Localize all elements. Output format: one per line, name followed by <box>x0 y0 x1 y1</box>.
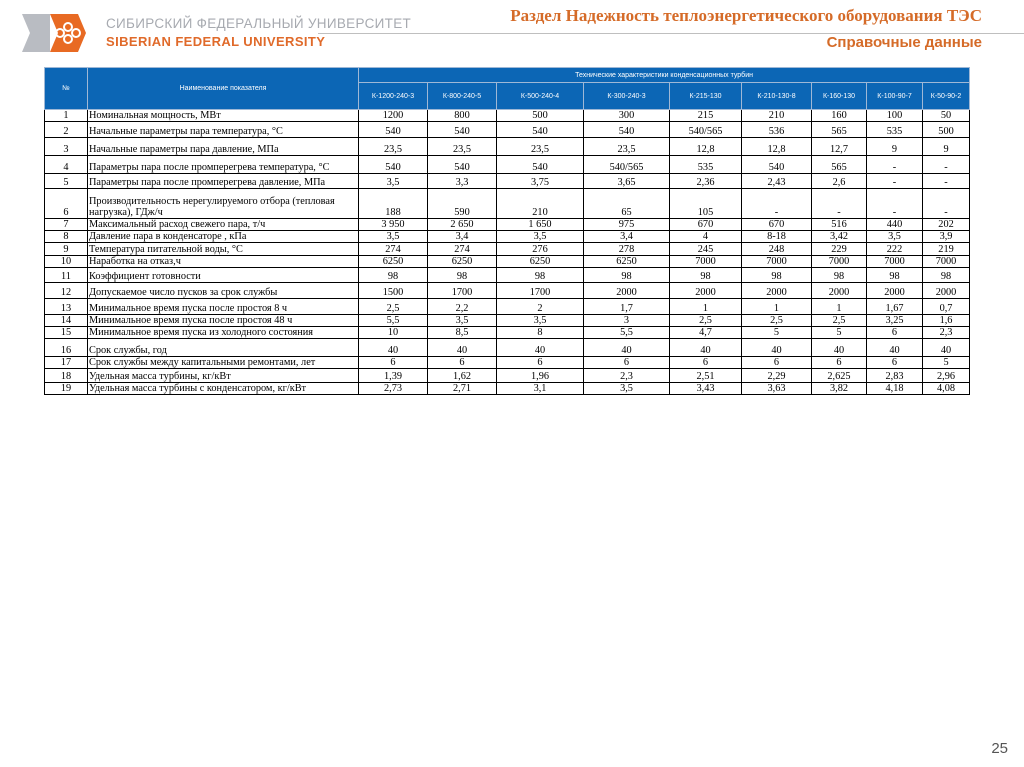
value-cell: 2 650 <box>428 219 497 231</box>
value-cell: 2,29 <box>742 369 812 383</box>
value-cell: 40 <box>923 339 970 357</box>
header-turbine: К-215-130 <box>670 83 742 110</box>
value-cell: 245 <box>670 243 742 256</box>
value-cell: 278 <box>584 243 670 256</box>
header-turbine: К-160-130 <box>812 83 867 110</box>
value-cell: 2000 <box>867 283 923 299</box>
value-cell: 8-18 <box>742 231 812 243</box>
value-cell: 500 <box>497 110 584 122</box>
value-cell: 3,25 <box>867 315 923 327</box>
value-cell: 12,7 <box>812 138 867 156</box>
value-cell: 98 <box>584 268 670 283</box>
value-cell: 50 <box>923 110 970 122</box>
indicator-name: Минимальное время пуска после простоя 48 ч <box>88 315 359 327</box>
value-cell: 40 <box>812 339 867 357</box>
table-row <box>45 110 970 122</box>
table-row <box>45 357 970 369</box>
value-cell: 7000 <box>670 256 742 268</box>
value-cell: 1,39 <box>359 369 428 383</box>
value-cell: 1 <box>670 299 742 315</box>
header-turbine: К-1200-240-3 <box>359 83 428 110</box>
header-indicator-name: Наименование показателя <box>88 68 359 110</box>
table-row <box>45 315 970 327</box>
row-number: 5 <box>45 174 88 189</box>
value-cell: - <box>923 189 970 219</box>
header-num: № <box>45 68 88 110</box>
university-logo-icon <box>20 12 104 54</box>
value-cell: 6250 <box>497 256 584 268</box>
value-cell: 3,5 <box>584 383 670 395</box>
value-cell: 23,5 <box>497 138 584 156</box>
value-cell: 6 <box>428 357 497 369</box>
value-cell: 105 <box>670 189 742 219</box>
value-cell: 210 <box>742 110 812 122</box>
indicator-name: Температура питательной воды, °С <box>88 243 359 256</box>
value-cell: 590 <box>428 189 497 219</box>
value-cell: 540 <box>428 122 497 138</box>
value-cell: 210 <box>497 189 584 219</box>
value-cell: 2,6 <box>812 174 867 189</box>
value-cell: 6250 <box>428 256 497 268</box>
value-cell: 540/565 <box>670 122 742 138</box>
value-cell: 65 <box>584 189 670 219</box>
indicator-name: Номинальная мощность, МВт <box>88 110 359 122</box>
value-cell: 3,1 <box>497 383 584 395</box>
value-cell: 5 <box>812 327 867 339</box>
value-cell: 2,96 <box>923 369 970 383</box>
row-number: 12 <box>45 283 88 299</box>
value-cell: 1 650 <box>497 219 584 231</box>
row-number: 4 <box>45 156 88 174</box>
row-number: 1 <box>45 110 88 122</box>
value-cell: 3,5 <box>497 231 584 243</box>
table-row <box>45 327 970 339</box>
table-row <box>45 256 970 268</box>
value-cell: 4 <box>670 231 742 243</box>
value-cell: 6 <box>742 357 812 369</box>
value-cell: 3 <box>584 315 670 327</box>
value-cell: 2,2 <box>428 299 497 315</box>
row-number: 15 <box>45 327 88 339</box>
value-cell: 6 <box>359 357 428 369</box>
value-cell: 565 <box>812 156 867 174</box>
value-cell: 3,63 <box>742 383 812 395</box>
value-cell: 5,5 <box>584 327 670 339</box>
value-cell: 536 <box>742 122 812 138</box>
header-turbine: К-300-240-3 <box>584 83 670 110</box>
value-cell: 3,5 <box>359 174 428 189</box>
header-turbine: К-50-90-2 <box>923 83 970 110</box>
row-number: 17 <box>45 357 88 369</box>
value-cell: 540 <box>497 122 584 138</box>
table-row <box>45 299 970 315</box>
value-cell: 23,5 <box>359 138 428 156</box>
value-cell: 8 <box>497 327 584 339</box>
value-cell: 3 950 <box>359 219 428 231</box>
value-cell: 40 <box>497 339 584 357</box>
value-cell: 8,5 <box>428 327 497 339</box>
value-cell: 2,73 <box>359 383 428 395</box>
value-cell: 40 <box>742 339 812 357</box>
value-cell: 2,71 <box>428 383 497 395</box>
value-cell: 1200 <box>359 110 428 122</box>
row-number: 14 <box>45 315 88 327</box>
table-row <box>45 383 970 395</box>
value-cell: 5 <box>923 357 970 369</box>
value-cell: 1,62 <box>428 369 497 383</box>
value-cell: 540 <box>497 156 584 174</box>
value-cell: 2,5 <box>742 315 812 327</box>
value-cell: 276 <box>497 243 584 256</box>
value-cell: 98 <box>497 268 584 283</box>
value-cell: 6 <box>497 357 584 369</box>
page-number: 25 <box>991 740 1008 757</box>
value-cell: - <box>867 156 923 174</box>
table-row <box>45 283 970 299</box>
value-cell: 2,5 <box>359 299 428 315</box>
value-cell: 100 <box>867 110 923 122</box>
value-cell: 274 <box>428 243 497 256</box>
indicator-name: Срок службы, год <box>88 339 359 357</box>
table-row <box>45 189 970 219</box>
value-cell: 800 <box>428 110 497 122</box>
indicator-name: Минимальное время пуска из холодного состояния <box>88 327 359 339</box>
value-cell: 98 <box>428 268 497 283</box>
row-number: 13 <box>45 299 88 315</box>
value-cell: 2000 <box>670 283 742 299</box>
table-row <box>45 138 970 156</box>
slide-subtitle: Справочные данные <box>826 34 982 51</box>
value-cell: 2000 <box>812 283 867 299</box>
value-cell: 23,5 <box>584 138 670 156</box>
row-number: 10 <box>45 256 88 268</box>
value-cell: 5,5 <box>359 315 428 327</box>
header-turbine: К-800-240-5 <box>428 83 497 110</box>
value-cell: 5 <box>742 327 812 339</box>
value-cell: 2000 <box>923 283 970 299</box>
indicator-name: Начальные параметры пара давление, МПа <box>88 138 359 156</box>
value-cell: 40 <box>428 339 497 357</box>
value-cell: 3,82 <box>812 383 867 395</box>
table-row <box>45 231 970 243</box>
value-cell: 1500 <box>359 283 428 299</box>
indicator-name: Допускаемое число пусков за срок службы <box>88 283 359 299</box>
value-cell: 6 <box>812 357 867 369</box>
value-cell: 40 <box>359 339 428 357</box>
value-cell: 1 <box>812 299 867 315</box>
indicator-name: Удельная масса турбины, кг/кВт <box>88 369 359 383</box>
row-number: 19 <box>45 383 88 395</box>
value-cell: 516 <box>812 219 867 231</box>
row-number: 9 <box>45 243 88 256</box>
logo-text-ru: СИБИРСКИЙ ФЕДЕРАЛЬНЫЙ УНИВЕРСИТЕТ <box>106 16 412 31</box>
value-cell: 1,6 <box>923 315 970 327</box>
value-cell: 6 <box>670 357 742 369</box>
indicator-name: Параметры пара после промперегрева давление, МПа <box>88 174 359 189</box>
value-cell: 9 <box>923 138 970 156</box>
value-cell: 6 <box>867 327 923 339</box>
value-cell: 7000 <box>867 256 923 268</box>
value-cell: 1,67 <box>867 299 923 315</box>
value-cell: 500 <box>923 122 970 138</box>
value-cell: 219 <box>923 243 970 256</box>
indicator-name: Наработка на отказ,ч <box>88 256 359 268</box>
value-cell: 540 <box>742 156 812 174</box>
header-turbine-group: Технические характеристики конденсационных турбин <box>359 68 970 83</box>
value-cell: 440 <box>867 219 923 231</box>
value-cell: 2,3 <box>923 327 970 339</box>
value-cell: 300 <box>584 110 670 122</box>
table-row <box>45 174 970 189</box>
turbine-specs-table <box>44 67 970 395</box>
value-cell: 6250 <box>359 256 428 268</box>
value-cell: 3,3 <box>428 174 497 189</box>
row-number: 6 <box>45 189 88 219</box>
value-cell: 540 <box>584 122 670 138</box>
indicator-name: Коэффициент готовности <box>88 268 359 283</box>
indicator-name: Максимальный расход свежего пара, т/ч <box>88 219 359 231</box>
value-cell: 1,7 <box>584 299 670 315</box>
value-cell: - <box>742 189 812 219</box>
row-number: 3 <box>45 138 88 156</box>
indicator-name: Срок службы между капитальными ремонтами, лет <box>88 357 359 369</box>
value-cell: 4,7 <box>670 327 742 339</box>
value-cell: 98 <box>923 268 970 283</box>
value-cell: 98 <box>670 268 742 283</box>
logo-text-en: SIBERIAN FEDERAL UNIVERSITY <box>106 34 326 49</box>
value-cell: 670 <box>670 219 742 231</box>
value-cell: 9 <box>867 138 923 156</box>
value-cell: 535 <box>670 156 742 174</box>
value-cell: 535 <box>867 122 923 138</box>
value-cell: 40 <box>867 339 923 357</box>
value-cell: 3,5 <box>359 231 428 243</box>
row-number: 16 <box>45 339 88 357</box>
value-cell: 3,65 <box>584 174 670 189</box>
row-number: 8 <box>45 231 88 243</box>
value-cell: 1 <box>742 299 812 315</box>
value-cell: - <box>812 189 867 219</box>
row-number: 11 <box>45 268 88 283</box>
value-cell: 248 <box>742 243 812 256</box>
indicator-name: Давление пара в конденсаторе , кПа <box>88 231 359 243</box>
value-cell: 188 <box>359 189 428 219</box>
value-cell: 2,51 <box>670 369 742 383</box>
value-cell: 2,36 <box>670 174 742 189</box>
indicator-name: Параметры пара после промперегрева температура, °С <box>88 156 359 174</box>
value-cell: 2000 <box>742 283 812 299</box>
row-number: 7 <box>45 219 88 231</box>
value-cell: 40 <box>670 339 742 357</box>
indicator-name: Удельная масса турбины с конденсатором, кг/кВт <box>88 383 359 395</box>
header-turbine: К-500-240-4 <box>497 83 584 110</box>
table-row <box>45 219 970 231</box>
value-cell: 98 <box>359 268 428 283</box>
value-cell: 3,5 <box>428 315 497 327</box>
value-cell: 6250 <box>584 256 670 268</box>
value-cell: 7000 <box>812 256 867 268</box>
value-cell: 160 <box>812 110 867 122</box>
value-cell: 274 <box>359 243 428 256</box>
value-cell: 2,83 <box>867 369 923 383</box>
value-cell: 540 <box>428 156 497 174</box>
value-cell: 98 <box>742 268 812 283</box>
table-row <box>45 268 970 283</box>
value-cell: 6 <box>584 357 670 369</box>
value-cell: 12,8 <box>742 138 812 156</box>
table-row <box>45 339 970 357</box>
value-cell: 2 <box>497 299 584 315</box>
value-cell: 98 <box>867 268 923 283</box>
value-cell: 3,42 <box>812 231 867 243</box>
value-cell: 23,5 <box>428 138 497 156</box>
table-row <box>45 369 970 383</box>
value-cell: 540 <box>359 156 428 174</box>
value-cell: 0,7 <box>923 299 970 315</box>
value-cell: - <box>923 174 970 189</box>
value-cell: 2000 <box>584 283 670 299</box>
value-cell: - <box>923 156 970 174</box>
indicator-name: Минимальное время пуска после простоя 8 ч <box>88 299 359 315</box>
header-turbine: К-100-90-7 <box>867 83 923 110</box>
value-cell: 2,3 <box>584 369 670 383</box>
value-cell: 1700 <box>497 283 584 299</box>
value-cell: 98 <box>812 268 867 283</box>
slide-title: Раздел Надежность теплоэнергетического оборудования ТЭС <box>510 6 982 25</box>
value-cell: 40 <box>584 339 670 357</box>
value-cell: - <box>867 174 923 189</box>
value-cell: 2,43 <box>742 174 812 189</box>
row-number: 2 <box>45 122 88 138</box>
value-cell: 6 <box>867 357 923 369</box>
value-cell: 4,08 <box>923 383 970 395</box>
value-cell: 3,43 <box>670 383 742 395</box>
value-cell: 7000 <box>923 256 970 268</box>
value-cell: 2,625 <box>812 369 867 383</box>
value-cell: 229 <box>812 243 867 256</box>
value-cell: 215 <box>670 110 742 122</box>
value-cell: 975 <box>584 219 670 231</box>
table-row <box>45 243 970 256</box>
value-cell: 540/565 <box>584 156 670 174</box>
value-cell: 7000 <box>742 256 812 268</box>
value-cell: 670 <box>742 219 812 231</box>
row-number: 18 <box>45 369 88 383</box>
value-cell: 3,75 <box>497 174 584 189</box>
value-cell: 12,8 <box>670 138 742 156</box>
value-cell: 3,5 <box>867 231 923 243</box>
header-turbine: К-210-130-8 <box>742 83 812 110</box>
value-cell: 3,5 <box>497 315 584 327</box>
university-logo <box>20 12 412 54</box>
value-cell: 10 <box>359 327 428 339</box>
value-cell: 3,4 <box>584 231 670 243</box>
value-cell: 3,9 <box>923 231 970 243</box>
value-cell: 202 <box>923 219 970 231</box>
value-cell: 565 <box>812 122 867 138</box>
value-cell: 2,5 <box>670 315 742 327</box>
value-cell: 3,4 <box>428 231 497 243</box>
table-row <box>45 156 970 174</box>
value-cell: 540 <box>359 122 428 138</box>
value-cell: - <box>867 189 923 219</box>
value-cell: 1,96 <box>497 369 584 383</box>
value-cell: 4,18 <box>867 383 923 395</box>
table-row <box>45 122 970 138</box>
value-cell: 2,5 <box>812 315 867 327</box>
value-cell: 222 <box>867 243 923 256</box>
indicator-name: Начальные параметры пара температура, °С <box>88 122 359 138</box>
indicator-name: Производительность нерегулируемого отбора (тепловая нагрузка), ГДж/ч <box>88 189 359 219</box>
value-cell: 1700 <box>428 283 497 299</box>
